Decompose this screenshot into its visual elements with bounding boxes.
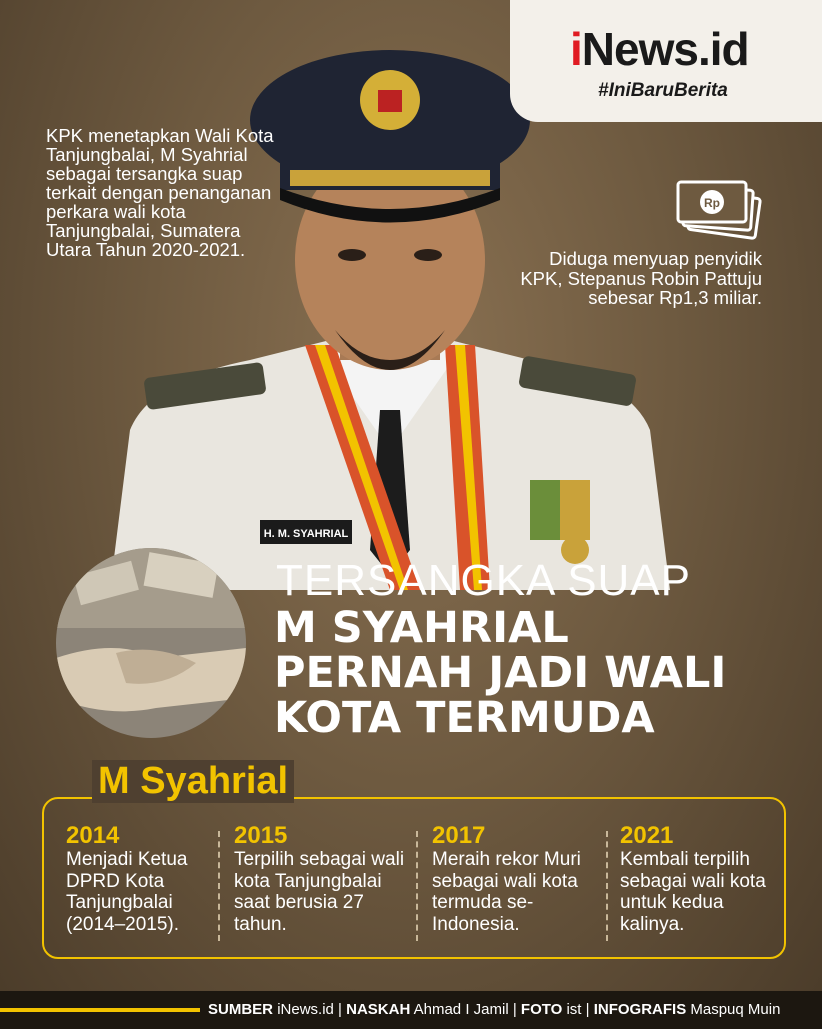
timeline-heading: M Syahrial xyxy=(92,760,294,803)
bribe-text: Diduga menyuap penyidik KPK, Stepanus Robin Pattuju sebesar Rp1,3 miliar. xyxy=(520,248,762,308)
timeline-desc: Kembali terpilih sebagai wali kota untuk kedua kalinya. xyxy=(620,849,766,935)
footer-accent-bar xyxy=(0,1008,200,1012)
title-line-1: TERSANGKA SUAP xyxy=(276,556,692,605)
title-line-4: KOTA TERMUDA xyxy=(274,693,655,743)
brand-logo: iNews.id xyxy=(570,23,749,75)
timeline-item xyxy=(620,823,770,935)
credits-text: SUMBER iNews.id | NASKAH Ahmad I Jamil | FOTO ist | INFOGRAFIS Maspuq Muin xyxy=(208,1001,781,1018)
timeline-divider xyxy=(606,831,608,941)
credits-footer xyxy=(0,991,822,1029)
timeline-item xyxy=(66,823,216,935)
intro-text: KPK menetapkan Wali Kota Tanjungbalai, M Syahrial sebagai tersangka suap terkait dengan penanganan perkara wali kota Tanjungbalai, Sumatera Utara Tahun 2020-2021. xyxy=(46,125,274,260)
timeline-desc: Menjadi Ketua DPRD Kota Tanjungbalai (2014–2015). xyxy=(66,849,188,935)
svg-text:Rp: Rp xyxy=(704,196,720,210)
timeline xyxy=(42,797,786,959)
brand-logo-block xyxy=(510,0,822,122)
timeline-item xyxy=(432,823,607,935)
handshake-image xyxy=(56,548,246,738)
title-line-2: M SYAHRIAL xyxy=(274,603,569,653)
timeline-divider xyxy=(416,831,418,941)
timeline-year: 2021 xyxy=(620,822,674,849)
timeline-year: 2017 xyxy=(432,822,486,849)
timeline-year: 2014 xyxy=(66,822,120,849)
timeline-year: 2015 xyxy=(234,822,288,849)
brand-tagline: #IniBaruBerita xyxy=(598,80,728,101)
timeline-desc: Terpilih sebagai wali kota Tanjungbalai saat berusia 27 tahun. xyxy=(234,849,405,935)
timeline-desc: Meraih rekor Muri sebagai wali kota termuda se-Indonesia. xyxy=(432,849,581,935)
title-line-3: PERNAH JADI WALI xyxy=(274,648,727,698)
timeline-divider xyxy=(218,831,220,941)
timeline-item xyxy=(234,823,409,935)
nametag-text: H. M. SYAHRIAL xyxy=(263,528,349,540)
title-block xyxy=(274,603,727,743)
money-icon xyxy=(676,178,762,240)
